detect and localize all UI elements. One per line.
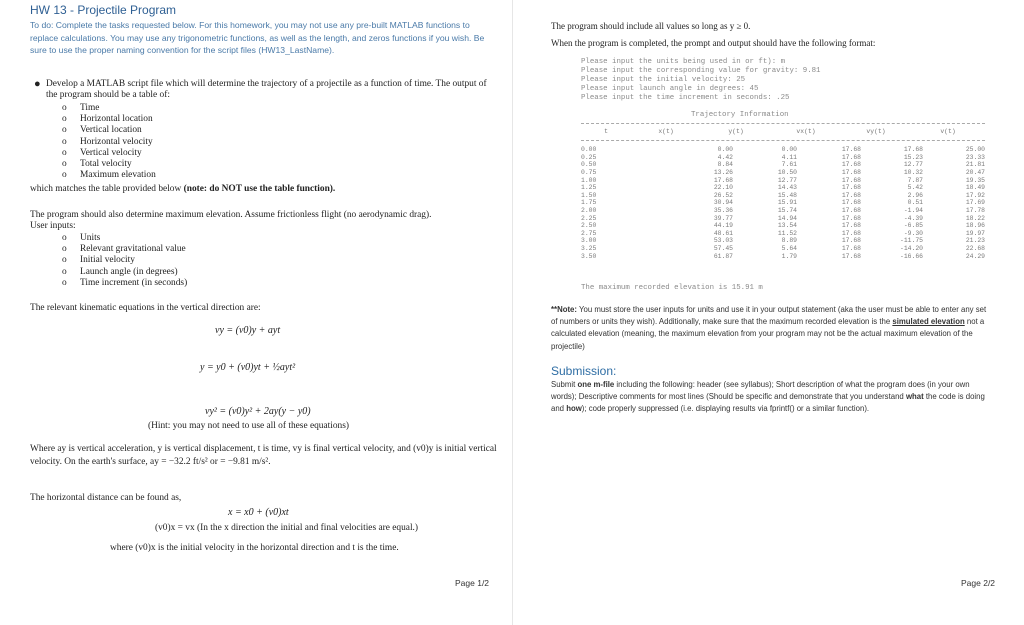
table-cell: 14.94 <box>777 214 797 222</box>
table-spacer <box>607 154 669 162</box>
table-cell: 0.00 <box>581 146 597 154</box>
table-row <box>581 222 985 230</box>
table-cell: 18.22 <box>965 214 985 222</box>
table-cell: 17.68 <box>841 252 861 260</box>
table-cell: 15.91 <box>777 199 797 207</box>
table-row <box>581 214 985 222</box>
output-item: o Horizontal velocity <box>62 136 153 147</box>
table-cell: 22.10 <box>713 184 733 192</box>
trajectory-rows <box>581 146 985 260</box>
page-number: Page 2/2 <box>961 578 996 588</box>
input-item: o Initial velocity <box>62 255 135 266</box>
prompt-block <box>581 58 911 103</box>
table-cell: 15.74 <box>777 207 797 215</box>
kinematic-intro: The relevant kinematic equations in the vertical direction are: <box>30 303 261 313</box>
horizontal-intro: The horizontal distance can be found as, <box>30 493 182 503</box>
table-cell: -16.66 <box>899 252 923 260</box>
trajectory-table <box>581 128 985 136</box>
table-cell: 17.68 <box>841 146 861 154</box>
table-cell: 0.51 <box>907 199 923 207</box>
table-cell: 8.89 <box>781 237 797 245</box>
table-cell: 0.00 <box>781 146 797 154</box>
output-list <box>62 103 362 181</box>
table-cell: -4.39 <box>903 214 923 222</box>
table-cell: 3.25 <box>581 245 597 253</box>
table-cell: 17.68 <box>841 245 861 253</box>
table-cell: 57.45 <box>713 245 733 253</box>
table-cell: 3.00 <box>581 237 597 245</box>
prompt-line: Please input launch angle in degrees: 45 <box>581 84 759 93</box>
table-cell: 11.52 <box>777 229 797 237</box>
table-cell: 2.50 <box>581 222 597 230</box>
table-cell: 15.23 <box>903 153 923 161</box>
table-cell: 3.50 <box>581 252 597 260</box>
table-spacer <box>607 184 669 192</box>
table-cell: 17.68 <box>841 229 861 237</box>
table-cell: 0.75 <box>581 169 597 177</box>
task-bullet <box>30 79 500 101</box>
table-cell: 10.32 <box>903 169 923 177</box>
table-cell: 25.00 <box>965 146 985 154</box>
table-row <box>581 146 985 154</box>
table-cell: 26.52 <box>713 191 733 199</box>
table-row <box>581 207 985 215</box>
table-cell: 21.23 <box>965 237 985 245</box>
header-cell: vy(t) <box>866 128 886 136</box>
table-cell: 48.61 <box>713 229 733 237</box>
table-cell: 30.94 <box>713 199 733 207</box>
table-spacer <box>607 207 669 215</box>
table-cell: 5.64 <box>781 245 797 253</box>
table-row <box>581 252 985 260</box>
table-cell: 0.50 <box>581 161 597 169</box>
note-paragraph: **Note: You must store the user inputs for units and use it in your output statement (aka the user must be able to enter any set of numbers or units they wish). Additionally, make sure that the maximum recorded elevation is the simulated elevation not a calculated elevation (meaning, the maximum elevation from your program may not be the actual maximum elevation of the projectile) <box>551 305 987 351</box>
table-cell: 7.61 <box>781 161 797 169</box>
submission-heading: Submission: <box>551 364 617 378</box>
table-cell: 14.43 <box>777 184 797 192</box>
table-cell: -14.20 <box>899 245 923 253</box>
equation-velocity: vy = (v0)y + ayt <box>215 325 281 336</box>
table-cell: 19.97 <box>965 229 985 237</box>
table-rule-bottom <box>581 140 985 141</box>
table-cell: 17.68 <box>841 214 861 222</box>
hint-text: (Hint: you may not need to use all of these equations) <box>148 421 349 431</box>
where-vertical-text: Where ay is vertical acceleration, y is vertical displacement, t is time, vy is final vertical velocity, and (v0)y is initial vertical velocity. On the earth's surface, ay = −32.2 ft/s² or = −9.81 m/s². <box>30 444 497 467</box>
input-item: o Time increment (in seconds) <box>62 277 188 288</box>
table-cell: 2.75 <box>581 229 597 237</box>
table-cell: 53.03 <box>713 237 733 245</box>
table-cell: 17.68 <box>841 161 861 169</box>
table-row <box>581 192 985 200</box>
table-spacer <box>607 146 669 154</box>
page-2 <box>512 0 1024 625</box>
prompt-line: Please input the corresponding value for gravity: 9.81 <box>581 66 821 75</box>
table-match-text: which matches the table provided below (note: do NOT use the table function). <box>30 184 336 194</box>
submission-paragraph: Submit one m-file including the following: header (see syllabus); Short description of what the program does (in your own words); Descriptive comments for most lines (Should be specific and demonstrate that you understand what the code is doing and how); code properly suppressed (i.e. displaying results via fprintf() or a similar function). <box>551 380 985 414</box>
prompt-line: Please input the initial velocity: 25 <box>581 75 746 84</box>
table-cell: 1.00 <box>581 176 597 184</box>
table-spacer <box>607 161 669 169</box>
table-row <box>581 184 985 192</box>
intro-paragraph: To do: Complete the tasks requested below. For this homework, you may not use any pre-built MATLAB functions to replace calculations. You may use any trigonometric functions, as well as the length, and zeros functions if you wish. Be sure to use the proper naming convention for the script files (HW13_LastName). <box>30 20 485 56</box>
table-cell: 18.96 <box>965 222 985 230</box>
table-cell: 19.35 <box>965 176 985 184</box>
table-cell: 1.79 <box>781 252 797 260</box>
table-cell: 0.25 <box>581 153 597 161</box>
table-cell: 10.50 <box>777 169 797 177</box>
max-elevation-output: The maximum recorded elevation is 15.91 m <box>581 284 763 292</box>
header-cell: vx(t) <box>796 128 816 136</box>
table-cell: 2.25 <box>581 214 597 222</box>
input-list <box>62 233 362 289</box>
table-row <box>581 161 985 169</box>
task-bullet-text: Develop a MATLAB script file which will determine the trajectory of a projectile as a function of time. The output of the program should be a table of: <box>46 79 487 101</box>
table-cell: 17.68 <box>841 222 861 230</box>
output-item: o Total velocity <box>62 159 132 170</box>
header-cell: x(t) <box>658 128 674 136</box>
table-cell: 4.11 <box>781 153 797 161</box>
table-spacer <box>607 222 669 230</box>
table-rule-top <box>581 123 985 124</box>
table-cell: 44.19 <box>713 222 733 230</box>
table-cell: 0.00 <box>717 146 733 154</box>
table-cell: -9.30 <box>903 229 923 237</box>
table-row <box>581 237 985 245</box>
output-item: o Maximum elevation <box>62 170 156 181</box>
table-cell: 17.68 <box>841 176 861 184</box>
table-spacer <box>607 192 669 200</box>
table-spacer <box>607 237 669 245</box>
table-cell: 8.84 <box>717 161 733 169</box>
table-spacer <box>607 169 669 177</box>
table-cell: 17.68 <box>841 184 861 192</box>
output-item: o Time <box>62 103 100 113</box>
table-cell: 22.68 <box>965 245 985 253</box>
table-cell: 17.92 <box>965 191 985 199</box>
table-cell: 17.68 <box>903 146 923 154</box>
table-spacer <box>607 252 669 260</box>
table-cell: 12.77 <box>777 176 797 184</box>
where-horizontal-text: where (v0)x is the initial velocity in the horizontal direction and t is the time. <box>110 543 399 553</box>
table-row <box>581 169 985 177</box>
table-cell: 7.87 <box>907 176 923 184</box>
table-cell: 23.33 <box>965 153 985 161</box>
table-cell: 1.25 <box>581 184 597 192</box>
table-cell: 17.68 <box>841 207 861 215</box>
max-elevation-text: The program should also determine maximum elevation. Assume frictionless flight (no aerodynamic drag). <box>30 210 432 220</box>
prompt-line: Please input the units being used in or ft): m <box>581 58 786 66</box>
table-cell: 17.68 <box>841 169 861 177</box>
y-condition-text: The program should include all values so long as y ≥ 0. <box>551 21 751 31</box>
table-cell: 21.81 <box>965 161 985 169</box>
table-cell: 39.77 <box>713 214 733 222</box>
table-cell: 17.69 <box>965 199 985 207</box>
format-intro-text: When the program is completed, the prompt and output should have the following format: <box>551 38 876 48</box>
table-cell: 61.87 <box>713 252 733 260</box>
table-cell: 35.36 <box>713 207 733 215</box>
table-cell: -1.94 <box>903 207 923 215</box>
table-row <box>581 154 985 162</box>
input-item: o Relevant gravitational value <box>62 244 186 255</box>
output-item: o Horizontal location <box>62 114 153 125</box>
table-row <box>581 176 985 184</box>
input-item: o Units <box>62 233 101 243</box>
table-cell: -11.75 <box>899 237 923 245</box>
equation-horizontal-velocity: (v0)x = vx (In the x direction the initial and final velocities are equal.) <box>155 523 419 533</box>
table-cell: 2.00 <box>581 207 597 215</box>
table-cell: 13.54 <box>777 222 797 230</box>
table-row <box>581 199 985 207</box>
table-cell: 17.68 <box>841 191 861 199</box>
table-cell: -6.85 <box>903 222 923 230</box>
header-cell: t <box>604 128 608 136</box>
table-cell: 4.42 <box>717 153 733 161</box>
table-cell: 15.48 <box>777 191 797 199</box>
page-title: HW 13 - Projectile Program <box>30 3 177 17</box>
header-cell: y(t) <box>728 128 744 136</box>
table-spacer <box>607 230 669 238</box>
table-cell: 18.49 <box>965 184 985 192</box>
header-cell: v(t) <box>940 128 956 136</box>
table-cell: 17.68 <box>841 153 861 161</box>
output-item: o Vertical velocity <box>62 147 142 158</box>
table-spacer <box>607 199 669 207</box>
input-item: o Launch angle (in degrees) <box>62 266 178 277</box>
page-number: Page 1/2 <box>455 578 490 588</box>
table-spacer <box>607 214 669 222</box>
prompt-line: Please input the time increment in seconds: .25 <box>581 93 790 102</box>
table-cell: 17.78 <box>965 207 985 215</box>
table-spacer <box>607 176 669 184</box>
output-item: o Vertical location <box>62 125 142 136</box>
bullet-dot-icon: ● <box>34 78 41 90</box>
table-header-row <box>581 128 985 136</box>
table-title: Trajectory Information <box>691 111 789 119</box>
table-cell: 2.96 <box>907 191 923 199</box>
equation-velocity-squared: vy² = (v0)y² + 2ay(y − y0) <box>205 406 311 417</box>
table-cell: 1.75 <box>581 199 597 207</box>
table-cell: 5.42 <box>907 184 923 192</box>
table-cell: 13.26 <box>713 169 733 177</box>
table-row <box>581 230 985 238</box>
table-cell: 24.29 <box>965 252 985 260</box>
table-cell: 17.68 <box>841 199 861 207</box>
equation-position: y = y0 + (v0)yt + ½ayt² <box>200 362 296 373</box>
table-cell: 17.68 <box>841 237 861 245</box>
user-inputs-label: User inputs: <box>30 221 76 231</box>
table-row <box>581 245 985 253</box>
equation-horizontal: x = x0 + (v0)xt <box>228 507 289 518</box>
table-cell: 20.47 <box>965 169 985 177</box>
table-spacer <box>607 245 669 253</box>
table-cell: 17.68 <box>713 176 733 184</box>
table-cell: 12.77 <box>903 161 923 169</box>
table-cell: 1.50 <box>581 191 597 199</box>
